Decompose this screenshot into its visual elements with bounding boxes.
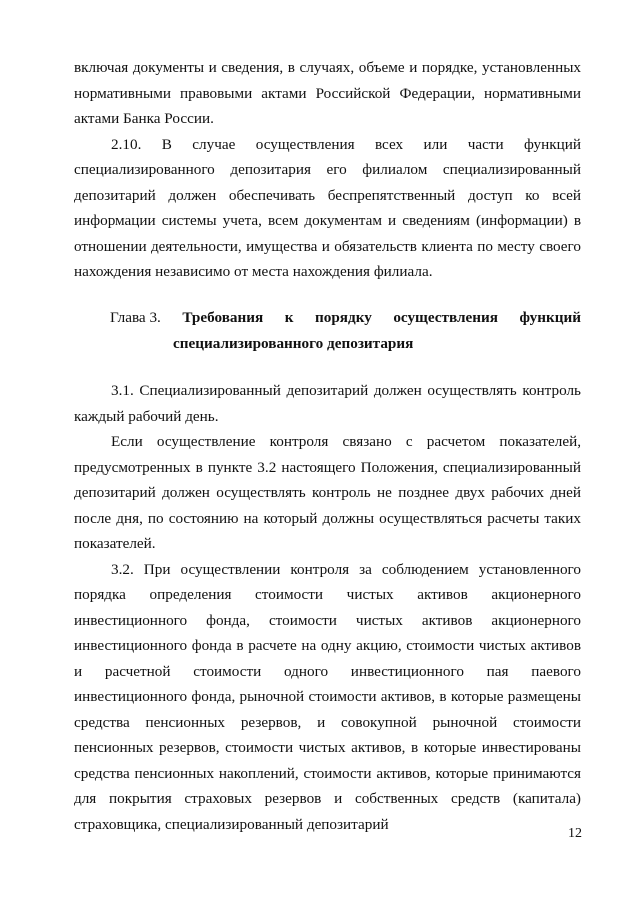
heading-word: порядку [315,309,372,326]
paragraph-2-10: 2.10. В случае осуществления всех или части функций специализированного депозитария его филиалом специализированный депозитарий должен обеспечивать беспрепятственный доступ ко всей информации системы учета, всем документам и сведениям (информации) в отношении деятельности, имущества и обязательств клиента по месту своего нахождения независимо от места нахождения филиала. [74,135,581,280]
paragraph-3-1: 3.1. Специализированный депозитарий должен осуществлять контроль каждый рабочий день. [74,382,581,425]
intro-paragraph: включая документы и сведения, в случаях, объеме и порядке, установленных нормативными правовыми актами Российской Федерации, нормативными актами Банка России. [74,59,581,127]
heading-word: к [284,309,294,326]
paragraph-3-2: 3.2. При осуществлении контроля за соблюдением установленного порядка определения стоимости чистых активов акционерного инвестиционного фонда, стоимости чистых активов акционерного инвестиционного фонда в расчете на одну акцию, стоимости чистых активов и расчетной стоимости одного инвестиционного пая паевого инвестиционного фонда, рыночной стоимости активов, в которые размещены средства пенсионных резервов, и совокупной рыночной стоимости пенсионных резервов, стоимости чистых активов, в которые инвестированы средства пенсионных накоплений, стоимости активов, которые принимаются для покрытия страховых резервов и собственных средств (капитала) страховщика, специализированный депозитарий [74,560,581,833]
heading-word: осуществления [393,309,498,326]
text-section-top [74,55,581,285]
chapter-heading-line2: специализированного депозитария [173,334,414,352]
page-number: 12 [568,826,582,841]
heading-word: Требования [182,309,264,326]
text-section-bottom [74,378,581,837]
chapter-label: Глава 3. [110,309,161,326]
chapter-heading-line1 [110,305,581,331]
heading-word: функций [519,309,581,326]
paragraph-3-1-continued: Если осуществление контроля связано с расчетом показателей, предусмотренных в пункте 3.2 настоящего Положения, специализированный депозитарий должен осуществлять контроль не позднее двух рабочих дней после дня, по состоянию на который должны осуществляться расчеты таких показателей. [74,433,581,552]
chapter-heading [110,305,581,356]
